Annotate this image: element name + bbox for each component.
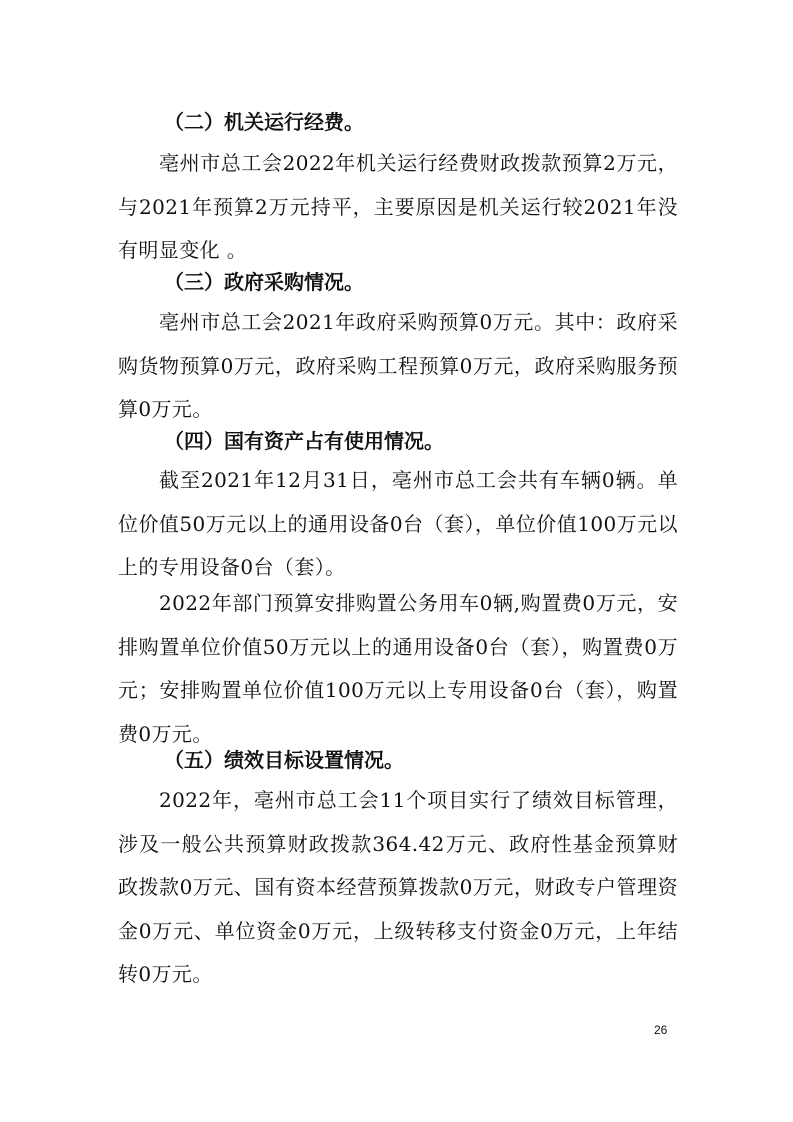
section-heading-state-assets: （四）国有资产占有使用情况。 xyxy=(164,429,444,453)
paragraph-operating-expenses: 亳州市总工会2022年机关运行经费财政拨款预算2万元，与2021年预算2万元持平，主要原因是机关运行较2021年没有明显变化 。 xyxy=(118,151,678,263)
paragraph-performance-targets: 2022年，亳州市总工会11个项目实行了绩效目标管理，涉及一般公共预算财政拨款364.42万元、政府性基金预算财政拨款0万元、国有资本经营预算拨款0万元，财政专户管理资金0万元、单位资金0万元，上级转移支付资金0万元，上年结转0万元。 xyxy=(118,788,678,987)
paragraph-government-procurement: 亳州市总工会2021年政府采购预算0万元。其中：政府采购货物预算0万元，政府采购工程预算0万元，政府采购服务预算0万元。 xyxy=(118,310,678,422)
paragraph-state-assets-budget: 2022年部门预算安排购置公务用车0辆,购置费0万元，安排购置单位价值50万元以上的通用设备0台（套），购置费0万元；安排购置单位价值100万元以上专用设备0台（套），购置费0万元。 xyxy=(118,591,678,746)
page-number: 26 xyxy=(654,1023,668,1037)
section-heading-operating-expenses: （二）机关运行经费。 xyxy=(164,110,364,134)
section-heading-government-procurement: （三）政府采购情况。 xyxy=(164,270,364,294)
paragraph-state-assets-holdings: 截至2021年12月31日，亳州市总工会共有车辆0辆。单位价值50万元以上的通用设备0台（套），单位价值100万元以上的专用设备0台（套）。 xyxy=(118,468,678,580)
section-heading-performance-targets: （五）绩效目标设置情况。 xyxy=(164,748,404,772)
